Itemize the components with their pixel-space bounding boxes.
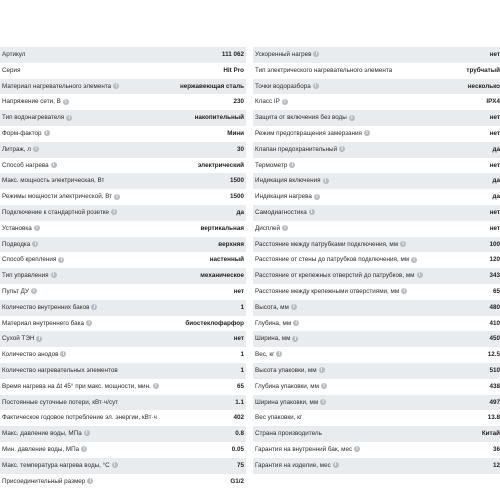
info-icon[interactable]: i — [349, 115, 355, 121]
spec-name-text: Количество нагревательных элементов — [2, 367, 118, 374]
spec-row — [253, 379, 500, 395]
spec-row — [253, 316, 500, 332]
spec-value: 1 — [240, 300, 244, 316]
spec-name-text: Макс. мощность электрическая, Вт — [2, 177, 104, 184]
spec-name-text: Количество внутренних баков — [2, 304, 89, 311]
spec-row — [0, 395, 246, 411]
info-icon[interactable]: i — [34, 225, 40, 231]
info-icon[interactable]: i — [33, 146, 39, 152]
spec-name — [255, 395, 326, 411]
info-icon[interactable]: i — [86, 320, 92, 326]
spec-value: 230 — [233, 94, 244, 110]
spec-name-text: Пульт ДУ — [2, 288, 29, 295]
spec-name — [2, 47, 25, 63]
spec-name — [255, 379, 327, 395]
spec-value: биостеклофарфор — [185, 316, 244, 332]
spec-value: Мини — [227, 126, 244, 142]
spec-name-text: Гарантия на внутренний бак, мес — [255, 446, 352, 453]
spec-row — [0, 110, 246, 126]
spec-name-text: Режим предотвращения замерзания — [255, 130, 362, 137]
spec-name-text: Артикул — [2, 51, 25, 58]
spec-value: 13.8 — [488, 410, 500, 426]
spec-value: механическое — [200, 268, 244, 284]
spec-name-text: Расстояние между патрубками подключения, мм — [255, 241, 398, 248]
spec-row — [253, 142, 500, 158]
spec-name — [2, 426, 90, 442]
spec-row — [0, 94, 246, 110]
spec-value: да — [493, 189, 500, 205]
spec-row — [253, 173, 500, 189]
spec-name-text: Высота, мм — [255, 304, 289, 311]
spec-name-text: Тип водонагревателя — [2, 114, 64, 121]
spec-name — [255, 237, 406, 253]
info-icon[interactable]: i — [289, 162, 295, 168]
spec-row — [0, 300, 246, 316]
spec-row — [0, 363, 246, 379]
info-icon[interactable]: i — [282, 225, 288, 231]
spec-row — [253, 363, 500, 379]
spec-row — [0, 410, 246, 426]
spec-row — [253, 252, 500, 268]
info-icon[interactable]: i — [364, 130, 370, 136]
spec-value: нет — [490, 221, 500, 237]
spec-name — [255, 189, 320, 205]
spec-name — [255, 110, 355, 126]
info-icon[interactable]: i — [320, 399, 326, 405]
info-icon[interactable]: i — [321, 383, 327, 389]
spec-name-text: Точки водоразбора — [255, 83, 311, 90]
spec-value: нет — [490, 158, 500, 174]
spec-value: 30 — [237, 142, 244, 158]
spec-name-text: Термометр — [255, 162, 287, 169]
info-icon[interactable]: i — [112, 462, 118, 468]
spec-row — [0, 458, 246, 474]
spec-name-text: Вес, кг — [255, 351, 274, 358]
spec-name — [2, 126, 50, 142]
spec-value: трубчатый — [466, 63, 500, 79]
spec-name-text: Способ нагрева — [2, 162, 49, 169]
spec-value: настенный — [210, 252, 244, 268]
spec-value: Китай — [482, 426, 500, 442]
info-icon[interactable]: i — [339, 146, 345, 152]
info-icon[interactable]: i — [401, 288, 407, 294]
spec-name — [255, 79, 319, 95]
info-icon[interactable]: i — [84, 430, 90, 436]
spec-row — [253, 94, 500, 110]
spec-row — [253, 426, 500, 442]
spec-name — [2, 205, 117, 221]
info-icon[interactable]: i — [291, 304, 297, 310]
spec-name-text: Защита от включения без воды — [255, 114, 347, 121]
spec-value: 510 — [489, 363, 500, 379]
spec-name — [2, 63, 20, 79]
spec-name — [2, 410, 157, 426]
spec-value: 0.8 — [235, 426, 244, 442]
spec-value: накопительный — [195, 110, 244, 126]
spec-value: нет — [234, 284, 244, 300]
spec-row — [253, 126, 500, 142]
spec-row — [0, 173, 246, 189]
spec-name-text: Режимы мощности электрической, Вт — [2, 193, 112, 200]
spec-name-text: Мин. давление воды, МПа — [2, 446, 79, 453]
info-icon[interactable]: i — [354, 446, 360, 452]
spec-name-text: Расстояние от стены до патрубков подключения, мм — [255, 256, 409, 263]
spec-name — [2, 379, 159, 395]
info-icon[interactable]: i — [51, 272, 57, 278]
spec-row — [0, 316, 246, 332]
spec-name-text: Глубина, мм — [255, 320, 291, 327]
spec-name-text: Индикация включения — [255, 177, 321, 184]
spec-name-text: Класс IP — [255, 98, 280, 105]
spec-row — [0, 347, 246, 363]
spec-name-text: Напряжение сети, В — [2, 98, 61, 105]
spec-name — [255, 252, 417, 268]
spec-value: 36 — [493, 442, 500, 458]
spec-value: G1/2 — [230, 474, 244, 489]
spec-name-text: Подключение к стандартной розетке — [2, 209, 109, 216]
info-icon[interactable]: i — [63, 99, 69, 105]
spec-name — [2, 474, 93, 489]
spec-row — [253, 110, 500, 126]
spec-value: 343 — [489, 268, 500, 284]
spec-value: 1 — [240, 363, 244, 379]
spec-value: IPX4 — [486, 94, 500, 110]
spec-name — [255, 268, 423, 284]
spec-name — [2, 158, 57, 174]
spec-name-text: Фактическое годовое потребление эл. энергии, кВт·ч — [2, 414, 157, 421]
spec-value: 438 — [489, 379, 500, 395]
info-icon[interactable]: i — [153, 383, 159, 389]
spec-name-text: Тип электрического нагревательного элемента — [255, 67, 392, 74]
spec-row — [0, 379, 246, 395]
info-icon[interactable]: i — [411, 257, 417, 263]
spec-name-text: Тип управления — [2, 272, 49, 279]
spec-name-text: Время нагрева на Δt 45° при макс. мощности, мин. — [2, 383, 151, 390]
spec-row — [253, 331, 500, 347]
spec-row — [253, 347, 500, 363]
spec-column-right — [253, 47, 500, 474]
spec-name — [2, 458, 118, 474]
info-icon[interactable]: i — [292, 336, 298, 342]
spec-row — [0, 284, 246, 300]
spec-name-text: Клапан предохранительный — [255, 146, 337, 153]
spec-name-text: Количество анодов — [2, 351, 58, 358]
spec-value: нет — [490, 205, 500, 221]
spec-value: Hit Pro — [223, 63, 244, 79]
spec-name — [2, 331, 42, 347]
spec-row — [253, 410, 500, 426]
spec-value: 65 — [237, 379, 244, 395]
spec-name — [255, 300, 297, 316]
spec-value: нержавеющая сталь — [180, 79, 244, 95]
spec-name — [2, 395, 118, 411]
spec-row — [0, 237, 246, 253]
spec-value: 0.05 — [232, 442, 244, 458]
spec-name — [255, 284, 407, 300]
info-icon[interactable]: i — [66, 115, 72, 121]
spec-row — [0, 79, 246, 95]
spec-row — [0, 426, 246, 442]
spec-name-text: Форм-фактор — [2, 130, 42, 137]
info-icon[interactable]: i — [417, 272, 423, 278]
spec-value: 111 062 — [222, 47, 244, 63]
spec-name-text: Вес упаковки, кг — [255, 414, 302, 421]
spec-value: несколько — [468, 79, 500, 95]
spec-row — [0, 189, 246, 205]
spec-row — [253, 189, 500, 205]
info-icon[interactable]: i — [323, 178, 329, 184]
spec-name — [2, 221, 40, 237]
info-icon[interactable]: i — [293, 320, 299, 326]
spec-value: нет — [490, 126, 500, 142]
spec-value: 410 — [489, 316, 500, 332]
spec-row — [0, 474, 246, 489]
spec-name — [255, 458, 339, 474]
spec-value: нет — [234, 331, 244, 347]
spec-value: электрический — [198, 158, 244, 174]
info-icon[interactable]: i — [60, 351, 66, 357]
spec-row — [0, 63, 246, 79]
info-icon[interactable]: i — [31, 288, 37, 294]
spec-row — [253, 458, 500, 474]
spec-name — [2, 142, 39, 158]
spec-name — [2, 79, 119, 95]
info-icon[interactable]: i — [81, 446, 87, 452]
info-icon[interactable]: i — [44, 130, 50, 136]
info-icon[interactable]: i — [333, 462, 339, 468]
spec-column-left — [0, 47, 246, 489]
spec-name-text: Сухой ТЭН — [2, 335, 34, 342]
info-icon[interactable]: i — [314, 194, 320, 200]
spec-name — [255, 221, 288, 237]
spec-name-text: Литраж, л — [2, 146, 31, 153]
spec-name — [255, 316, 299, 332]
spec-value: 1.1 — [235, 395, 244, 411]
spec-name — [255, 363, 325, 379]
spec-row — [0, 47, 246, 63]
spec-row — [0, 221, 246, 237]
spec-name — [2, 94, 69, 110]
spec-name-text: Расстояние между крепежными отверстиями, мм — [255, 288, 399, 295]
spec-value: 12.5 — [488, 347, 500, 363]
spec-name-text: Расстояние от крепежных отверстий до патрубков, мм — [255, 272, 415, 279]
spec-row — [253, 395, 500, 411]
spec-row — [0, 331, 246, 347]
spec-row — [253, 237, 500, 253]
spec-row — [253, 268, 500, 284]
info-icon[interactable]: i — [313, 51, 319, 57]
spec-value: 75 — [237, 458, 244, 474]
spec-row — [253, 284, 500, 300]
spec-name — [2, 252, 64, 268]
info-icon[interactable]: i — [313, 83, 319, 89]
spec-value: вертикальная — [200, 221, 244, 237]
spec-name-text: Самодиагностика — [255, 209, 307, 216]
spec-name-text: Высота упаковки, мм — [255, 367, 317, 374]
info-icon[interactable]: i — [282, 99, 288, 105]
spec-name — [255, 126, 370, 142]
spec-value: 480 — [489, 300, 500, 316]
spec-name — [2, 316, 92, 332]
spec-name — [2, 268, 57, 284]
info-icon[interactable]: i — [113, 83, 119, 89]
spec-name — [255, 205, 315, 221]
spec-name — [2, 189, 120, 205]
spec-row — [0, 252, 246, 268]
spec-name — [255, 426, 322, 442]
spec-row — [0, 126, 246, 142]
spec-row — [0, 142, 246, 158]
spec-value: 1500 — [230, 173, 244, 189]
spec-value: да — [493, 142, 500, 158]
spec-name-text: Подводка — [2, 241, 30, 248]
spec-name-text: Материал внутреннего бака — [2, 320, 84, 327]
spec-value: нет — [490, 47, 500, 63]
spec-value: 1500 — [230, 189, 244, 205]
info-icon[interactable]: i — [36, 336, 42, 342]
spec-row — [0, 158, 246, 174]
spec-name — [255, 410, 302, 426]
spec-name-text: Ускоренный нагрев — [255, 51, 311, 58]
spec-name — [255, 347, 282, 363]
info-icon[interactable]: i — [319, 367, 325, 373]
spec-name-text: Ширина упаковки, мм — [255, 399, 318, 406]
spec-row — [253, 47, 500, 63]
spec-name — [2, 284, 37, 300]
spec-name-text: Дисплей — [255, 225, 280, 232]
spec-name-text: Установка — [2, 225, 32, 232]
spec-row — [253, 79, 500, 95]
spec-value: да — [237, 205, 245, 221]
spec-value: 120 — [489, 252, 500, 268]
spec-name — [2, 110, 72, 126]
info-icon[interactable]: i — [87, 478, 93, 484]
spec-name-text: Индикация нагрева — [255, 193, 312, 200]
spec-name-text: Способ крепления — [2, 256, 56, 263]
spec-value: 65 — [493, 284, 500, 300]
spec-value: 402 — [233, 410, 244, 426]
spec-name-text: Присоединительный размер — [2, 478, 85, 485]
spec-row — [253, 221, 500, 237]
spec-name — [255, 47, 319, 63]
spec-name-text: Макс. температура нагрева воды, °С — [2, 462, 110, 469]
spec-name-text: Постоянные суточные потери, кВт·ч/сут — [2, 399, 118, 406]
spec-value: верхняя — [218, 237, 244, 253]
spec-name-text: Глубина упаковки, мм — [255, 383, 319, 390]
info-icon[interactable]: i — [91, 304, 97, 310]
spec-name — [2, 237, 38, 253]
spec-name-text: Гарантия на изделие, мес — [255, 462, 331, 469]
spec-row — [253, 205, 500, 221]
spec-name — [255, 63, 392, 79]
spec-name-text: Материал нагревательного элемента — [2, 83, 111, 90]
spec-row — [253, 300, 500, 316]
spec-name — [255, 94, 288, 110]
spec-name — [2, 300, 97, 316]
spec-name-text: Страна производитель — [255, 430, 322, 437]
spec-name-text: Ширина, мм — [255, 335, 290, 342]
info-icon[interactable]: i — [276, 351, 282, 357]
spec-value: 497 — [489, 395, 500, 411]
spec-row — [253, 63, 500, 79]
spec-value: 100 — [489, 237, 500, 253]
spec-row — [0, 205, 246, 221]
info-icon[interactable]: i — [51, 162, 57, 168]
spec-name — [2, 363, 118, 379]
spec-name-text: Макс. давление воды, МПа — [2, 430, 82, 437]
spec-name — [255, 142, 345, 158]
spec-name — [2, 173, 104, 189]
info-icon[interactable]: i — [114, 194, 120, 200]
info-icon[interactable]: i — [400, 241, 406, 247]
spec-value: 1 — [240, 347, 244, 363]
info-icon[interactable]: i — [32, 241, 38, 247]
spec-value: 12 — [493, 458, 500, 474]
spec-value: да — [493, 173, 500, 189]
spec-row — [253, 158, 500, 174]
spec-name — [255, 173, 329, 189]
spec-row — [0, 268, 246, 284]
spec-name — [255, 158, 295, 174]
spec-name — [255, 331, 298, 347]
spec-value: нет — [490, 110, 500, 126]
spec-name — [2, 347, 66, 363]
spec-name-text: Серия — [2, 67, 20, 74]
info-icon[interactable]: i — [309, 209, 315, 215]
info-icon[interactable]: i — [58, 257, 64, 263]
spec-value: 450 — [489, 331, 500, 347]
info-icon[interactable]: i — [111, 209, 117, 215]
